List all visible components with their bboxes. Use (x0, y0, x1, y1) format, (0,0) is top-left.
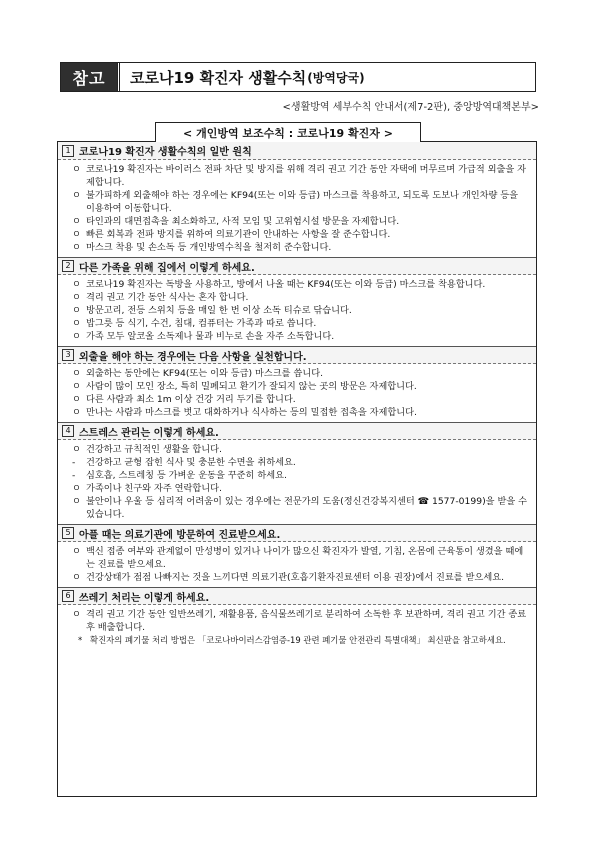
rules-box (57, 141, 537, 797)
section-title: 코로나19 확진자 생활수칙의 일반 원칙 (79, 147, 252, 158)
section-6-items (58, 605, 536, 649)
list-item: ㅇ 백신 접종 여부와 관계없이 만성병이 있거나 나이가 많으신 확진자가 발열, 기침, 온몸에 근육통이 생겼을 때에는 진료를 받으세요. (72, 546, 524, 570)
title-sub: (방역당국) (307, 70, 365, 85)
section-number: 3 (62, 349, 74, 361)
list-item: ㅇ 불안이나 우울 등 심리적 어려움이 있는 경우에는 전문가의 도움(정신건강복지센터 ☎ 1577-0199)을 받을 수 있습니다. (72, 496, 527, 520)
section-number: 2 (62, 260, 74, 272)
list-item: ㅇ 코로나19 확진자는 바이러스 전파 차단 및 방지를 위해 격리 권고 기간 동안 자택에 머무르며 가급적 외출을 자제합니다. (72, 164, 527, 188)
section-title: 쓰레기 처리는 이렇게 하세요. (79, 592, 210, 604)
section-3-items (58, 364, 536, 422)
list-item: - 건강하고 균형 잡힌 식사 및 충분한 수면을 취하세요. (72, 457, 296, 468)
section-5-items (58, 542, 536, 587)
list-item: ㅇ 사람이 많이 모인 장소, 특히 밀폐되고 환기가 잘되지 않는 곳의 방문은 자제합니다. (72, 381, 417, 392)
section-number: 6 (62, 590, 74, 602)
section-number: 1 (62, 145, 74, 157)
document-header (60, 62, 536, 92)
section-4-items (58, 440, 536, 524)
list-item: ㅇ 마스크 착용 및 손소독 등 개인방역수칙을 철저히 준수합니다. (72, 242, 332, 253)
document-title (117, 63, 535, 91)
section-number: 5 (62, 527, 74, 539)
footnote: * 확진자의 폐기물 처리 방법은 「코로나바이러스감염증-19 관련 폐기물 안전관리 특별대책」 최신판을 참고하세요. (78, 635, 506, 645)
list-item: ㅇ 외출하는 동안에는 KF94(또는 이와 등급) 마스크를 씁니다. (72, 368, 323, 379)
list-item: ㅇ 가족이나 친구와 자주 연락합니다. (72, 483, 222, 494)
source-citation: <생활방역 세부수칙 안내서(제7-2판), 중앙방역대책본부> (282, 102, 539, 113)
section-title: 스트레스 관리는 이렇게 하세요. (79, 427, 219, 439)
section-title: 다른 가족을 위해 집에서 이렇게 하세요. (79, 262, 255, 274)
list-item: - 심호흡, 스트레칭 등 가벼운 운동을 꾸준히 하세요. (72, 470, 287, 481)
title-main: 코로나19 확진자 생활수칙 (130, 68, 307, 87)
section-2-heading (58, 257, 536, 275)
list-item: ㅇ 만나는 사람과 마스크를 벗고 대화하거나 식사하는 등의 밀접한 접촉을 자제합니다. (72, 407, 417, 418)
section-number: 4 (62, 425, 74, 437)
list-item: ㅇ 방문고리, 전등 스위치 등을 매일 한 번 이상 소독 티슈로 닦습니다. (72, 305, 352, 316)
list-item: ㅇ 빠른 회복과 전파 방지를 위하여 의료기관이 안내하는 사항을 잘 준수합니다. (72, 229, 391, 240)
list-item: ㅇ 코로나19 확진자는 독방을 사용하고, 방에서 나올 때는 KF94(또는 이와 등급) 마스크를 착용합니다. (72, 279, 486, 290)
section-title: 외출을 해야 하는 경우에는 다음 사항을 실천합니다. (79, 351, 307, 363)
list-item: ㅇ 불가피하게 외출해야 하는 경우에는 KF94(또는 이와 등급) 마스크를 착용하고, 되도록 도보나 개인차량 등을 이용하여 이동합니다. (72, 190, 519, 214)
list-item: ㅇ 격리 권고 기간 동안 식사는 혼자 합니다. (72, 292, 249, 303)
list-item: ㅇ 건강상태가 점점 나빠지는 것을 느끼다면 의료기관(호흡기환자진료센터 이용 권장)에서 진료를 받으세요. (72, 572, 505, 583)
section-6-heading (58, 587, 536, 605)
section-4-heading (58, 422, 536, 440)
list-item: ㅇ 타인과의 대면접촉을 최소화하고, 사적 모임 및 고위험시설 방문을 자제합니다. (72, 216, 400, 227)
box-subheader: < 개인방역 보조수칙 : 코로나19 확진자 > (155, 122, 421, 142)
list-item: ㅇ 밥그릇 등 식기, 수건, 침대, 컴퓨터는 가족과 따로 씁니다. (72, 318, 317, 329)
section-5-heading (58, 524, 536, 542)
list-item: ㅇ 가족 모두 알코올 소독제나 물과 비누로 손을 자주 소독합니다. (72, 331, 335, 342)
list-item: ㅇ 건강하고 규칙적인 생활을 합니다. (72, 444, 222, 455)
list-item: ㅇ 다른 사람과 최소 1m 이상 건강 거리 두기를 합니다. (72, 394, 296, 405)
reference-tag: 참고 (61, 63, 117, 91)
section-3-heading (58, 346, 536, 364)
section-1-items (58, 160, 536, 257)
section-1-heading (58, 142, 536, 160)
section-title: 아플 때는 의료기관에 방문하여 진료받으세요. (79, 529, 281, 541)
section-2-items (58, 275, 536, 346)
list-item: ㅇ 격리 권고 기간 동안 일반쓰레기, 재활용품, 음식물쓰레기로 분리하여 소독한 후 보관하며, 격리 권고 기간 종료 후 배출합니다. (72, 609, 527, 633)
